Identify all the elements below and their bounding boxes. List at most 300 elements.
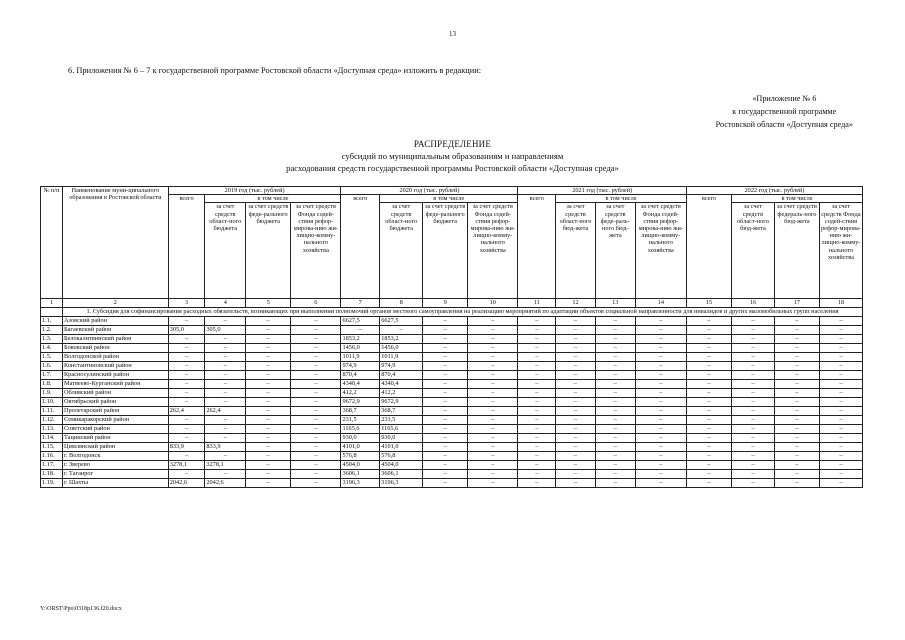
value-cell: 833,9 [205, 442, 246, 451]
column-number: 18 [819, 299, 862, 308]
row-number: 1.8. [41, 379, 63, 388]
value-cell: – [168, 334, 205, 343]
value-cell: – [468, 424, 518, 433]
value-cell: 9672,9 [380, 397, 423, 406]
col-header-total: всего [518, 195, 556, 299]
municipality-name: Советский район [62, 424, 168, 433]
value-cell: – [246, 469, 291, 478]
value-cell: – [556, 415, 596, 424]
value-cell: – [423, 334, 468, 343]
column-number: 17 [774, 299, 819, 308]
municipality-name: Азовский район [62, 316, 168, 325]
value-cell: 4340,4 [341, 379, 380, 388]
value-cell: – [819, 325, 862, 334]
value-cell: – [291, 451, 341, 460]
col-header-incl: в том числе [380, 195, 518, 203]
value-cell: – [819, 361, 862, 370]
file-path: Y:\ORST\Ppo\0318p136.f20.docx [40, 606, 122, 612]
value-cell: – [518, 352, 556, 361]
column-number: 16 [732, 299, 775, 308]
col-header-regional: за счет средств област-ного бюджета [205, 203, 246, 299]
value-cell: – [556, 451, 596, 460]
row-number: 1.7. [41, 370, 63, 379]
value-cell: 305,0 [168, 325, 205, 334]
value-cell: – [819, 370, 862, 379]
value-cell: – [635, 316, 686, 325]
value-cell: – [168, 388, 205, 397]
value-cell: – [819, 424, 862, 433]
column-number: 3 [168, 299, 205, 308]
col-header-federal: за счет средств феде-рального бюджета [423, 203, 468, 299]
table-row [41, 334, 863, 343]
value-cell: – [205, 370, 246, 379]
value-cell: – [732, 433, 775, 442]
value-cell: – [205, 316, 246, 325]
value-cell: – [291, 478, 341, 487]
table-row [41, 379, 863, 388]
value-cell: – [732, 469, 775, 478]
value-cell: – [595, 478, 635, 487]
table-row [41, 325, 863, 334]
value-cell: – [468, 406, 518, 415]
value-cell: – [686, 433, 731, 442]
value-cell: – [819, 316, 862, 325]
value-cell: – [556, 379, 596, 388]
value-cell: – [291, 442, 341, 451]
row-number: 1.10. [41, 397, 63, 406]
value-cell: – [423, 442, 468, 451]
col-header-incl: в том числе [205, 195, 341, 203]
value-cell: – [380, 325, 423, 334]
value-cell: – [468, 388, 518, 397]
value-cell: – [246, 316, 291, 325]
value-cell: – [635, 388, 686, 397]
value-cell: – [595, 433, 635, 442]
value-cell: – [819, 433, 862, 442]
value-cell: – [518, 379, 556, 388]
value-cell: – [556, 478, 596, 487]
value-cell: 2042,6 [168, 478, 205, 487]
value-cell: – [819, 460, 862, 469]
value-cell: – [556, 334, 596, 343]
value-cell: – [595, 406, 635, 415]
value-cell: 4504,0 [380, 460, 423, 469]
section-row [41, 308, 863, 316]
value-cell: 3278,1 [205, 460, 246, 469]
value-cell: – [518, 370, 556, 379]
column-number: 2 [62, 299, 168, 308]
value-cell: – [468, 334, 518, 343]
value-cell: – [468, 370, 518, 379]
value-cell: 231,5 [380, 415, 423, 424]
value-cell: – [291, 406, 341, 415]
value-cell: – [423, 478, 468, 487]
value-cell: – [819, 352, 862, 361]
value-cell: – [774, 460, 819, 469]
value-cell: – [423, 433, 468, 442]
value-cell: – [732, 388, 775, 397]
value-cell: – [205, 424, 246, 433]
municipality-name: Пролетарский район [62, 406, 168, 415]
value-cell: – [423, 388, 468, 397]
value-cell: – [686, 361, 731, 370]
value-cell: – [595, 442, 635, 451]
value-cell: 1853,2 [380, 334, 423, 343]
col-header-name: Наименование муни-ципального образования в Ростовской области [62, 187, 168, 299]
value-cell: – [635, 352, 686, 361]
value-cell: – [732, 415, 775, 424]
value-cell: – [774, 406, 819, 415]
value-cell: – [423, 352, 468, 361]
value-cell: 4101,0 [341, 442, 380, 451]
municipality-name: Цимлянский район [62, 442, 168, 451]
value-cell: – [556, 433, 596, 442]
value-cell: – [774, 397, 819, 406]
value-cell: – [518, 442, 556, 451]
table-row [41, 370, 863, 379]
value-cell: – [468, 460, 518, 469]
value-cell: – [732, 316, 775, 325]
value-cell: 368,7 [341, 406, 380, 415]
value-cell: – [732, 442, 775, 451]
table-row [41, 451, 863, 460]
value-cell: – [595, 379, 635, 388]
value-cell: – [518, 478, 556, 487]
municipality-name: Белокалитвинский район [62, 334, 168, 343]
value-cell: 305,0 [205, 325, 246, 334]
value-cell: – [423, 370, 468, 379]
row-number: 1.18. [41, 469, 63, 478]
appendix-header [716, 92, 853, 131]
value-cell: 870,4 [380, 370, 423, 379]
municipality-name: г. Шахты [62, 478, 168, 487]
table-row [41, 424, 863, 433]
value-cell: – [732, 424, 775, 433]
value-cell: – [518, 397, 556, 406]
col-header-total: всего [168, 195, 205, 299]
municipality-name: г. Зверево [62, 460, 168, 469]
value-cell: – [774, 478, 819, 487]
value-cell: – [246, 433, 291, 442]
value-cell: – [205, 451, 246, 460]
value-cell: – [774, 379, 819, 388]
value-cell: 3278,1 [168, 460, 205, 469]
value-cell: – [686, 370, 731, 379]
value-cell: – [246, 460, 291, 469]
row-number: 1.4. [41, 343, 63, 352]
title-sub: субсидий по муниципальным образованиям и направлениям [341, 151, 564, 161]
page-number: 13 [449, 30, 456, 38]
value-cell: – [774, 388, 819, 397]
value-cell: – [291, 316, 341, 325]
value-cell: – [246, 352, 291, 361]
value-cell: – [686, 397, 731, 406]
value-cell: – [423, 415, 468, 424]
municipality-name: г. Таганрог [62, 469, 168, 478]
value-cell: – [635, 343, 686, 352]
year-header: 2019 год (тыс. рублей) [168, 187, 341, 195]
value-cell: – [595, 415, 635, 424]
value-cell: – [291, 352, 341, 361]
value-cell: – [774, 451, 819, 460]
col-header-federal: за счет средств федераль-ного бюд-жета [774, 203, 819, 299]
value-cell: – [205, 343, 246, 352]
value-cell: – [518, 361, 556, 370]
table-row [41, 433, 863, 442]
value-cell: 974,9 [380, 361, 423, 370]
row-number: 1.3. [41, 334, 63, 343]
value-cell: – [732, 460, 775, 469]
value-cell: – [556, 469, 596, 478]
value-cell: 1853,2 [341, 334, 380, 343]
value-cell: – [635, 397, 686, 406]
value-cell: – [686, 334, 731, 343]
value-cell: – [774, 352, 819, 361]
value-cell: – [341, 325, 380, 334]
value-cell: – [686, 325, 731, 334]
value-cell: – [556, 361, 596, 370]
value-cell: – [291, 388, 341, 397]
value-cell: – [518, 316, 556, 325]
column-number: 12 [556, 299, 596, 308]
value-cell: – [819, 442, 862, 451]
value-cell: – [732, 370, 775, 379]
value-cell: – [774, 343, 819, 352]
value-cell: – [246, 478, 291, 487]
table-row [41, 352, 863, 361]
document-title [0, 138, 905, 174]
municipality-name: Семикаракорский район [62, 415, 168, 424]
value-cell: – [246, 379, 291, 388]
value-cell: – [468, 316, 518, 325]
column-number: 13 [595, 299, 635, 308]
col-header-regional: за счет средств област-ного бюд-жета [732, 203, 775, 299]
value-cell: – [168, 415, 205, 424]
value-cell: 576,8 [341, 451, 380, 460]
value-cell: – [468, 415, 518, 424]
col-header-fund: за счет средств Фонда содей-ствия рефор-мирова-нию жи-лищно-комму-нального хозяйства [819, 203, 862, 299]
value-cell: – [595, 424, 635, 433]
value-cell: – [732, 343, 775, 352]
value-cell: – [595, 334, 635, 343]
value-cell: – [556, 442, 596, 451]
value-cell: – [635, 469, 686, 478]
value-cell: – [635, 334, 686, 343]
value-cell: – [423, 316, 468, 325]
value-cell: 3196,3 [380, 478, 423, 487]
distribution-table [40, 186, 863, 488]
value-cell: – [468, 451, 518, 460]
row-number: 1.5. [41, 352, 63, 361]
value-cell: – [423, 406, 468, 415]
municipality-name: Тацинский район [62, 433, 168, 442]
municipality-name: г. Волгодонск [62, 451, 168, 460]
value-cell: – [423, 397, 468, 406]
row-number: 1.11. [41, 406, 63, 415]
municipality-name: Багаевский район [62, 325, 168, 334]
value-cell: – [468, 379, 518, 388]
value-cell: – [291, 397, 341, 406]
value-cell: – [595, 361, 635, 370]
value-cell: – [168, 352, 205, 361]
column-number: 7 [341, 299, 380, 308]
value-cell: – [168, 469, 205, 478]
value-cell: 974,9 [341, 361, 380, 370]
row-number: 1.15. [41, 442, 63, 451]
value-cell: – [774, 334, 819, 343]
value-cell: – [205, 415, 246, 424]
value-cell: – [518, 325, 556, 334]
value-cell: – [168, 424, 205, 433]
value-cell: – [468, 352, 518, 361]
value-cell: 1011,9 [341, 352, 380, 361]
value-cell: – [774, 415, 819, 424]
value-cell: – [468, 361, 518, 370]
value-cell: – [774, 370, 819, 379]
value-cell: – [518, 433, 556, 442]
value-cell: – [246, 424, 291, 433]
value-cell: – [635, 433, 686, 442]
municipality-name: Октябрьский район [62, 397, 168, 406]
value-cell: – [168, 397, 205, 406]
value-cell: – [595, 316, 635, 325]
value-cell: – [168, 451, 205, 460]
value-cell: – [423, 469, 468, 478]
value-cell: – [635, 415, 686, 424]
table-row [41, 343, 863, 352]
value-cell: – [291, 361, 341, 370]
value-cell: – [819, 397, 862, 406]
value-cell: – [168, 361, 205, 370]
value-cell: – [635, 379, 686, 388]
section-num-cell [41, 308, 63, 316]
value-cell: – [246, 415, 291, 424]
col-header-fund: за счет средств Фонда содей-ствия рефор-мирова-нию жи-лищно-комму-нального хозяйства [468, 203, 518, 299]
value-cell: – [168, 370, 205, 379]
section-title: 1. Субсидия для софинансирования расходных обязательств, возникающих при выполнении полномочий органов местного самоуправления на реализацию мероприятий по адаптации объектов социальной направленности для инвалидов и других маломобильных групп населения [62, 308, 862, 316]
value-cell: 231,5 [341, 415, 380, 424]
value-cell: – [291, 334, 341, 343]
col-header-num: № п/п [41, 187, 63, 299]
table-row [41, 442, 863, 451]
column-number: 4 [205, 299, 246, 308]
value-cell: – [819, 388, 862, 397]
municipality-name: Константиновский район [62, 361, 168, 370]
appendix-line: Ростовской области «Доступная среда» [715, 120, 853, 129]
value-cell: – [291, 433, 341, 442]
year-header: 2021 год (тыс. рублей) [518, 187, 687, 195]
table-row [41, 316, 863, 325]
municipality-name: Красносулинский район [62, 370, 168, 379]
table-row [41, 460, 863, 469]
appendix-line: к государственной программе [732, 107, 837, 116]
value-cell: – [518, 343, 556, 352]
value-cell: – [468, 442, 518, 451]
row-number: 1.13. [41, 424, 63, 433]
value-cell: – [686, 478, 731, 487]
value-cell: – [556, 424, 596, 433]
value-cell: 412,2 [380, 388, 423, 397]
value-cell: – [556, 460, 596, 469]
value-cell: 870,4 [341, 370, 380, 379]
value-cell: – [291, 469, 341, 478]
value-cell: – [732, 352, 775, 361]
value-cell: – [518, 334, 556, 343]
value-cell: – [732, 397, 775, 406]
value-cell: 1165,6 [341, 424, 380, 433]
col-header-federal: за счет средств феде-рального бюджета [246, 203, 291, 299]
row-number: 1.19. [41, 478, 63, 487]
value-cell: – [686, 343, 731, 352]
value-cell: – [246, 442, 291, 451]
value-cell: 9672,9 [341, 397, 380, 406]
value-cell: 6627,5 [380, 316, 423, 325]
value-cell: – [556, 370, 596, 379]
col-header-fund: за счет средств Фонда содей-ствия рефор-мирова-нию жи-лищно-комму-нального хозяйства [635, 203, 686, 299]
value-cell: – [819, 334, 862, 343]
value-cell: 4101,0 [380, 442, 423, 451]
value-cell: – [819, 415, 862, 424]
value-cell: 930,0 [380, 433, 423, 442]
value-cell: – [423, 343, 468, 352]
value-cell: 576,8 [380, 451, 423, 460]
municipality-name: Матвеево-Курганский район [62, 379, 168, 388]
value-cell: – [556, 316, 596, 325]
value-cell: – [819, 343, 862, 352]
table-row [41, 397, 863, 406]
value-cell: – [518, 415, 556, 424]
value-cell: – [246, 370, 291, 379]
value-cell: 2042,6 [205, 478, 246, 487]
municipality-name: Обливский район [62, 388, 168, 397]
title-main: РАСПРЕДЕЛЕНИЕ [413, 139, 492, 149]
column-number: 11 [518, 299, 556, 308]
value-cell: – [686, 424, 731, 433]
col-header-regional: за счет средств област-ного бюджета [380, 203, 423, 299]
value-cell: – [246, 397, 291, 406]
value-cell: – [635, 451, 686, 460]
value-cell: – [819, 451, 862, 460]
value-cell: – [205, 388, 246, 397]
row-number: 1.2. [41, 325, 63, 334]
value-cell: – [468, 325, 518, 334]
table-row [41, 388, 863, 397]
table-row [41, 469, 863, 478]
intro-text: 6. Приложения № 6 – 7 к государственной программе Ростовской области «Доступная среда» изложить в редакции: [68, 66, 482, 75]
value-cell: – [246, 451, 291, 460]
value-cell: 3196,3 [341, 478, 380, 487]
value-cell: – [556, 397, 596, 406]
value-cell: – [518, 388, 556, 397]
value-cell: – [291, 343, 341, 352]
column-number: 14 [635, 299, 686, 308]
column-number: 8 [380, 299, 423, 308]
value-cell: – [595, 325, 635, 334]
value-cell: – [168, 316, 205, 325]
value-cell: – [468, 478, 518, 487]
value-cell: – [556, 343, 596, 352]
value-cell: 4340,4 [380, 379, 423, 388]
column-number-row [41, 299, 863, 308]
column-number: 6 [291, 299, 341, 308]
value-cell: 1456,0 [380, 343, 423, 352]
value-cell: – [246, 388, 291, 397]
value-cell: – [732, 478, 775, 487]
col-header-incl: в том числе [732, 195, 863, 203]
value-cell: – [686, 415, 731, 424]
value-cell: – [168, 433, 205, 442]
value-cell: – [635, 424, 686, 433]
